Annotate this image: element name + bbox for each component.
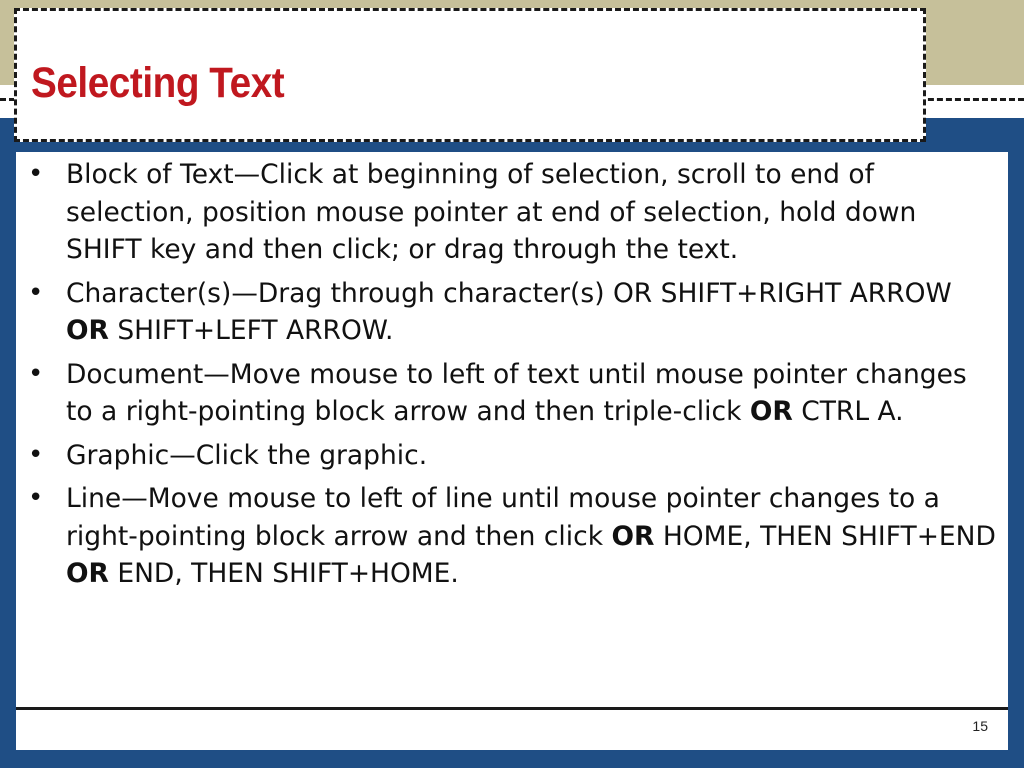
bullet-text: Document—Move mouse to left of text until mouse pointer changes to a right-pointing block arrow and then triple-click xyxy=(66,358,967,427)
slide-title: Selecting Text xyxy=(31,59,285,107)
bullet-item xyxy=(16,275,996,350)
bullet-item xyxy=(16,156,996,269)
bullet-dot-icon: • xyxy=(28,159,44,189)
bullet-bold-text: OR xyxy=(611,520,655,552)
footer-bar xyxy=(16,710,1008,750)
bullet-item xyxy=(16,480,996,593)
bullet-text: Block of Text—Click at beginning of selection, scroll to end of selection, position mouse pointer at end of selection, hold down SHIFT key and then click; or drag through the text. xyxy=(66,159,917,265)
bullet-dot-icon: • xyxy=(28,358,44,389)
bullet-bold-text: OR xyxy=(66,558,109,589)
bullet-list xyxy=(16,152,1008,593)
bullet-item xyxy=(16,437,996,475)
bullet-text: Line—Move mouse to left of line until mouse pointer changes to a right-pointing block arrow and then click xyxy=(66,483,940,552)
bullet-bold-text: OR xyxy=(66,315,109,346)
bullet-item xyxy=(16,356,996,431)
title-placeholder[interactable] xyxy=(14,8,926,142)
bullet-dot-icon: • xyxy=(28,439,44,470)
bullet-text: Graphic—Click the graphic. xyxy=(66,439,428,471)
bullet-text: Character(s)—Drag through character(s) OR SHIFT+RIGHT ARROW xyxy=(66,277,952,309)
bullet-text: SHIFT+LEFT ARROW. xyxy=(108,315,394,346)
bullet-text: CTRL A. xyxy=(792,396,904,427)
bullet-text: HOME, THEN SHIFT+END xyxy=(654,520,996,552)
bullet-dot-icon: • xyxy=(28,277,44,308)
bullet-dot-icon: • xyxy=(28,483,44,513)
content-placeholder[interactable] xyxy=(16,152,1008,707)
page-number: 15 xyxy=(972,718,988,734)
bullet-text: END, THEN SHIFT+HOME. xyxy=(108,558,459,589)
bullet-bold-text: OR xyxy=(749,396,793,427)
